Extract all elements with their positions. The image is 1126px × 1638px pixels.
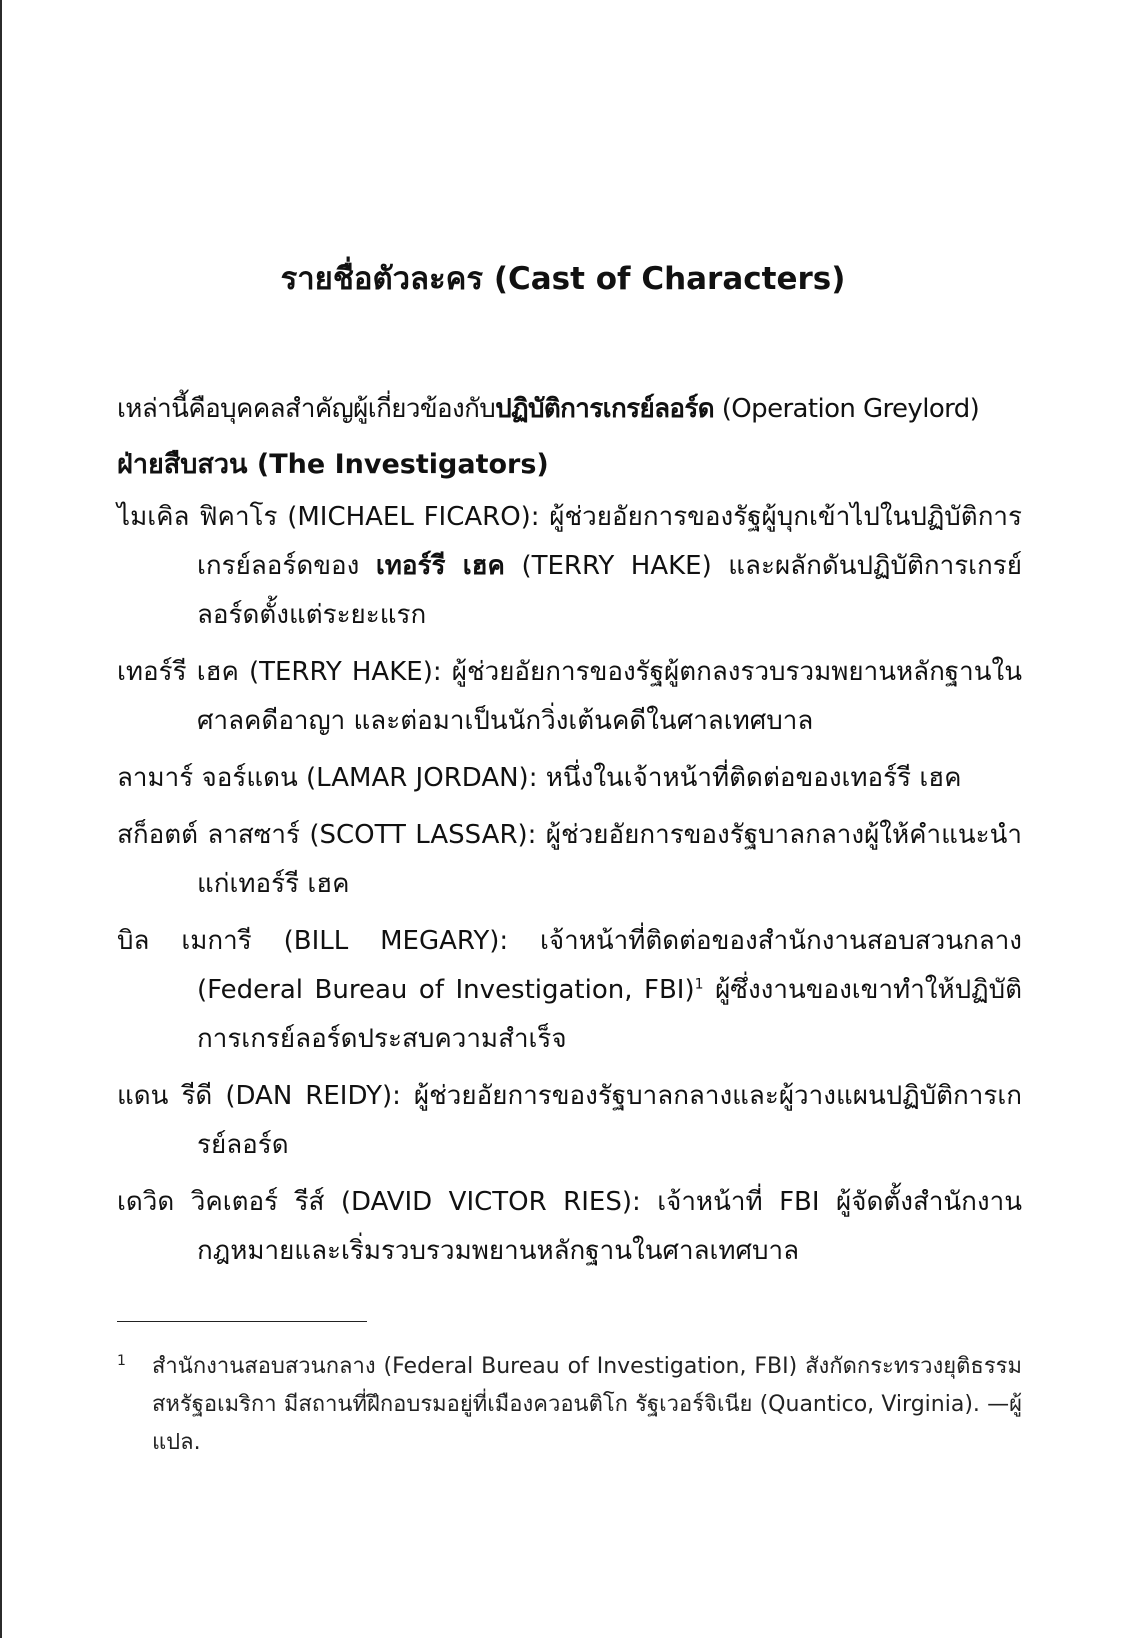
- entry-david-victor-ries: เดวิด วิคเตอร์ รีส์ (DAVID VICTOR RIES): เจ้าหน้าที่ FBI ผู้จัดตั้งสำนักงานกฎหมายและเริ่มรวบรวมพยานหลักฐานในศาลเทศบาล: [117, 1187, 1022, 1266]
- entry-text: ผู้ซึ่งงานของเขาทำให้ปฏิบัติการเกรย์ลอร์ดประสบความสำเร็จ: [197, 975, 1022, 1054]
- intro-paragraph: [117, 385, 1022, 433]
- section-heading: ฝ่ายสืบสวน (The Investigators): [117, 449, 549, 480]
- footnote-reference[interactable]: 1: [694, 976, 704, 993]
- entry-scott-lassar: สก็อตต์ ลาสซาร์ (SCOTT LASSAR): ผู้ช่วยอัยการของรัฐบาลกลางผู้ให้คำแนะนำแก่เทอร์รี เฮค: [117, 820, 1022, 899]
- entry-text: (TERRY HAKE) และผลักดันปฏิบัติการเกรย์ลอร์ดตั้งแต่ระยะแรก: [197, 551, 1022, 630]
- entry-bold-name: เทอร์รี เฮค: [375, 551, 505, 581]
- entry-michael-ficaro: [117, 493, 1022, 640]
- intro-text-before: เหล่านี้คือบุคคลสำคัญผู้เกี่ยวข้องกับ: [117, 394, 496, 424]
- intro-text-after: (Operation Greylord): [714, 394, 980, 424]
- footnote: [117, 1348, 1022, 1462]
- entry-text: บิล เมการี (BILL MEGARY): เจ้าหน้าที่ติดต่อของสำนักงานสอบสวนกลาง (Federal Bureau of Investigation, FBI): [117, 926, 1022, 1005]
- page-title: รายชื่อตัวละคร (Cast of Characters): [280, 261, 846, 297]
- entry-bill-megary: [117, 917, 1022, 1064]
- intro-text-bold: ปฏิบัติการเกรย์ลอร์ด: [495, 394, 715, 424]
- footnote-number: 1: [117, 1353, 126, 1369]
- entry-text: ไมเคิล ฟิคาโร (MICHAEL FICARO): ผู้ช่วยอัยการของรัฐผู้บุกเข้าไปในปฏิบัติการเกรย์ลอร์ดของ: [117, 502, 1022, 581]
- page-edge: [0, 0, 2, 1638]
- footnote-divider: [117, 1321, 367, 1322]
- footnote-text: สำนักงานสอบสวนกลาง (Federal Bureau of Investigation, FBI) สังกัดกระทรวงยุติธรรมสหรัฐอเมริกา มีสถานที่ฝึกอบรมอยู่ที่เมืองควอนติโก รัฐเวอร์จิเนีย (Quantico, Virginia). —ผู้แปล.: [152, 1354, 1022, 1455]
- entry-lamar-jordan: ลามาร์ จอร์แดน (LAMAR JORDAN): หนึ่งในเจ้าหน้าที่ติดต่อของเทอร์รี เฮค: [117, 763, 962, 793]
- main-content: [117, 385, 1022, 1284]
- entry-terry-hake: เทอร์รี เฮค (TERRY HAKE): ผู้ช่วยอัยการของรัฐผู้ตกลงรวบรวมพยานหลักฐานในศาลคดีอาญา และต่อมาเป็นนักวิ่งเต้นคดีในศาลเทศบาล: [117, 657, 1022, 736]
- entry-dan-reidy: แดน รีดี (DAN REIDY): ผู้ช่วยอัยการของรัฐบาลกลางและผู้วางแผนปฏิบัติการเกรย์ลอร์ด: [117, 1081, 1022, 1160]
